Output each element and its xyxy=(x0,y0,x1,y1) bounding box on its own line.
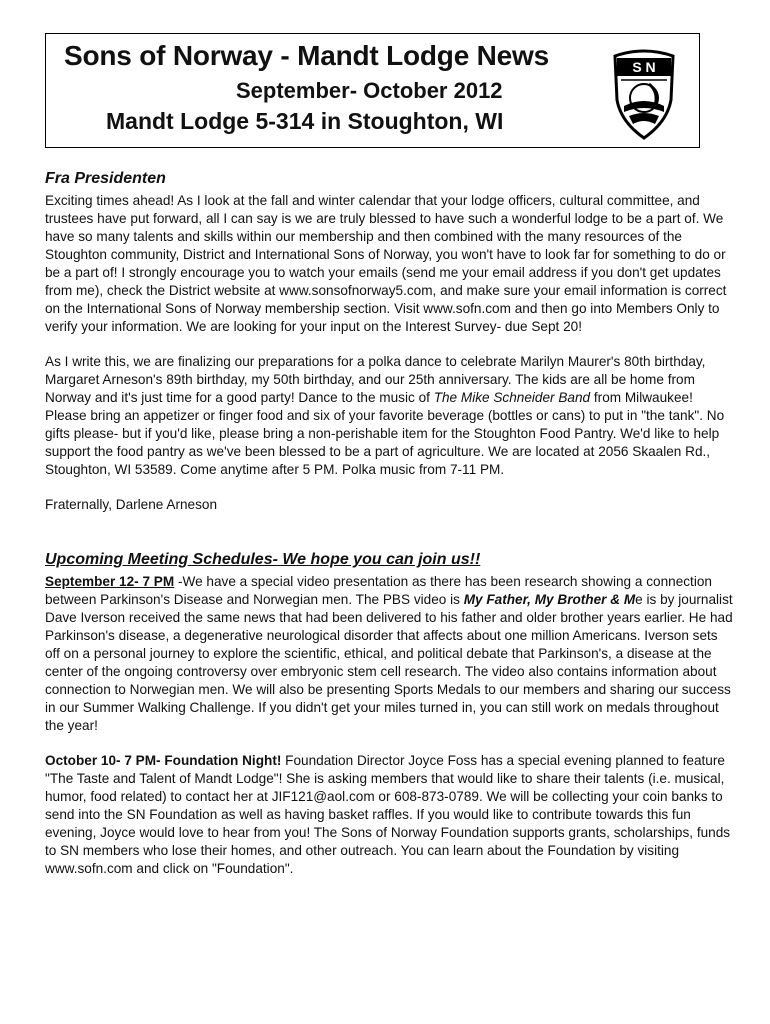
svg-text:S N: S N xyxy=(632,59,656,75)
president-heading: Fra Presidenten xyxy=(45,170,166,187)
video-title: My Father, My Brother & M xyxy=(463,592,636,607)
paragraph-text: -We have a special video presentation as there has been research showing a connection between Parkinson's Disease and Norwegian men. The PBS video is xyxy=(45,574,712,607)
meetings-heading: Upcoming Meeting Schedules- We hope you can join us!! xyxy=(45,551,481,568)
paragraph-text: e is by journalist Dave Iverson received the same news that had been delivered to his father and older brother years earlier. He had Parkinson's disease, a degenerative neurological disorder that affects about one million Americans. Iverson sets off on a personal journey to explore the scientific, ethical, and political debate that Parkinson's, a disease at the center of the ongoing controversy over embryonic stem cell research. The video also contains information about connection to Norwegian men. We will also be presenting Sports Medals to our members and sharing our success in our Summer Walking Challenge. If you didn't get your miles turned in, you can still work on medals throughout the year! xyxy=(45,592,733,733)
paragraph-text: from Milwaukee! Please bring an appetizer or finger food and six of your favorite beverage (bottles or cans) to put in "the tank". No gifts please- but if you'd like, please bring a non-perishable item for the Stoughton Food Pantry. We'd like to help support the food pantry as we've been blessed to be a part of agriculture. We are located at 2056 Skaalen Rd., Stoughton, WI 53589. Come anytime after 5 PM. Polka music from 7-11 PM. xyxy=(45,390,725,477)
october-meeting xyxy=(45,752,735,878)
issue-date: September- October 2012 xyxy=(236,78,503,103)
newsletter-header xyxy=(45,33,700,148)
president-paragraph-1: Exciting times ahead! As I look at the fall and winter calendar that your lodge officers, cultural committee, and trustees have put forward, all I can say is we are truly blessed to have such a wonderful lodge to be a part of. We have so many talents and skills within our membership and then combined with the many resources of the Stoughton community, District and International Sons of Norway, you won't have to look far for something to do or be a part of! I strongly encourage you to watch your emails (send me your email address if you don't get updates from me), check the District website at www.sonsofnorway5.com, and make sure your email information is correct on the International Sons of Norway membership section. Visit www.sofn.com and then go into Members Only to verify your information. We are looking for your input on the Interest Survey- due Sept 20! xyxy=(45,193,727,334)
newsletter-body xyxy=(45,170,735,895)
september-meeting xyxy=(45,573,735,735)
october-meeting-date: October 10- 7 PM- Foundation Night! xyxy=(45,753,282,768)
newsletter-title: Sons of Norway - Mandt Lodge News xyxy=(64,40,549,71)
lodge-name: Mandt Lodge 5-314 in Stoughton, WI xyxy=(106,108,504,134)
paragraph-text: As I write this, we are finalizing our preparations for a polka dance to celebrate Marilyn Maurer's 80th birthday, Margaret Arneson's 89th birthday, my 50th birthday, and our 25th anniversary. The kids are all be home from Norway and it's just time for a good party! Dance to the music of xyxy=(45,354,706,405)
band-name: The Mike Schneider Band xyxy=(433,390,591,405)
paragraph-text: Foundation Director Joyce Foss has a special evening planned to feature "The Taste and Talent of Mandt Lodge"! She is asking members that would like to share their talents (i.e. musical, humor, food related) to contact her at JIF121@aol.com or 608-873-0789. We will be collecting your coin banks to send into the SN Foundation as well as having basket raffles. If you would like to contribute towards this fun evening, Joyce would love to hear from you! The Sons of Norway Foundation supports grants, scholarships, funds to SN members who lose their homes, and other outreach. You can learn about the Foundation by visiting www.sofn.com and click on "Foundation". xyxy=(45,753,731,876)
president-signoff: Fraternally, Darlene Arneson xyxy=(45,497,218,512)
president-paragraph-2 xyxy=(45,353,735,479)
september-meeting-date: September 12- 7 PM xyxy=(45,574,175,589)
sons-of-norway-shield-logo xyxy=(609,48,679,140)
